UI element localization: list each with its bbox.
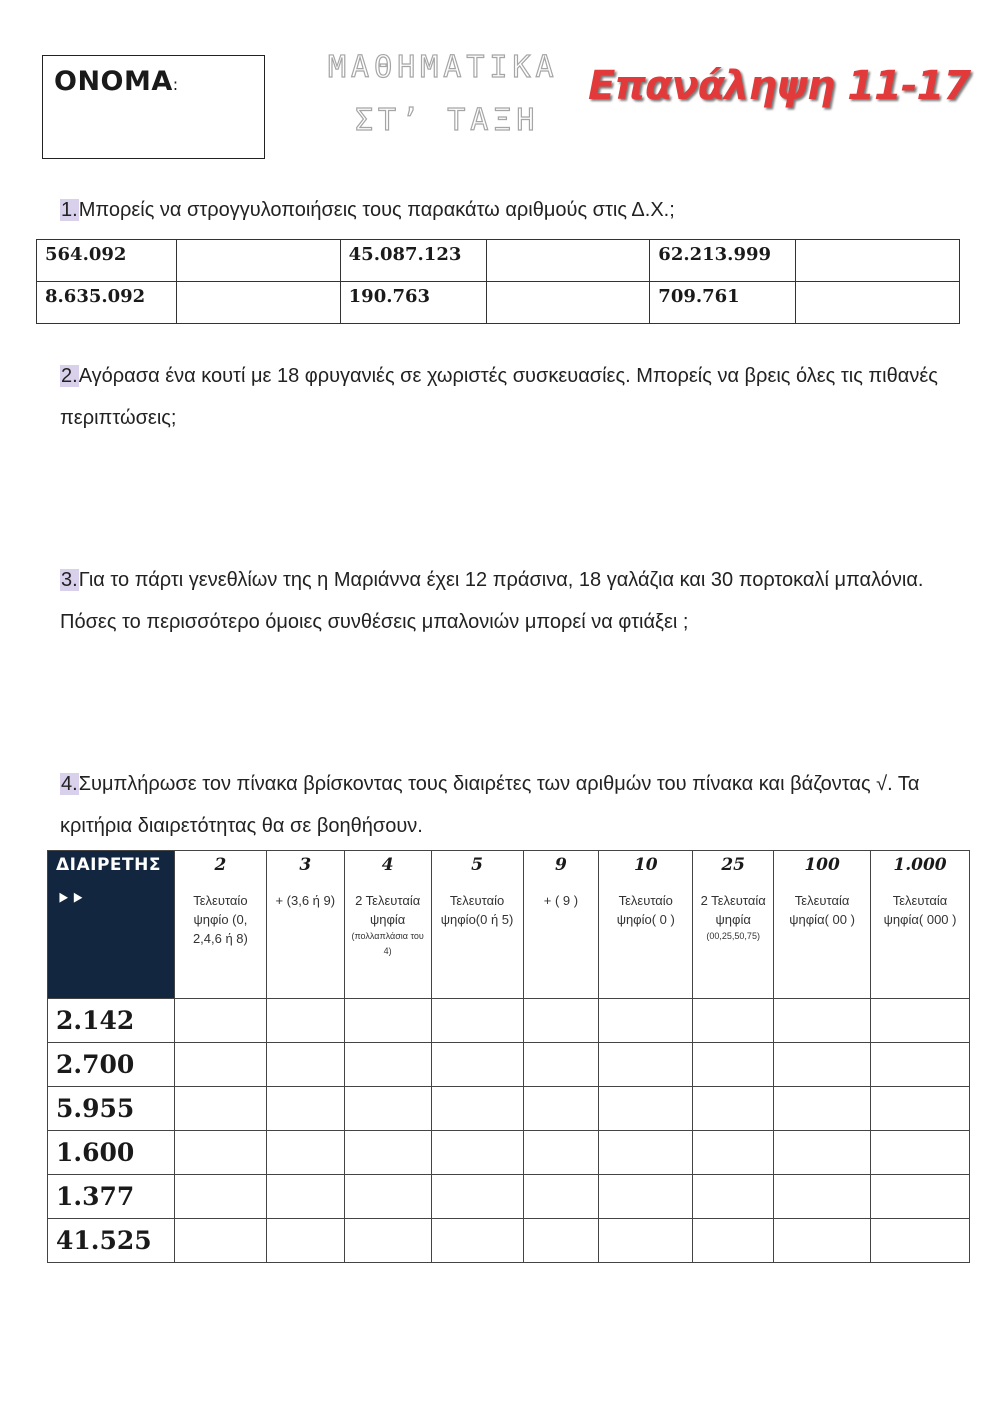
- checkmark-cell[interactable]: [599, 1175, 693, 1219]
- checkmark-cell[interactable]: [431, 1043, 523, 1087]
- checkmark-cell[interactable]: [693, 1131, 774, 1175]
- divisor-heading: ΔΙΑΙΡΕΤΗΣ: [56, 855, 161, 875]
- divisibility-table: [47, 850, 970, 1263]
- checkmark-cell[interactable]: [344, 1043, 431, 1087]
- question-number: 2.: [61, 365, 78, 387]
- table-row: [48, 999, 970, 1043]
- checkmark-cell[interactable]: [871, 1131, 970, 1175]
- checkmark-cell[interactable]: [266, 1219, 344, 1263]
- checkmark-cell[interactable]: [431, 1175, 523, 1219]
- rounding-number: 564.092: [37, 240, 177, 282]
- name-label: ΟΝΟΜΑ:: [54, 66, 179, 97]
- question-number: 4.: [61, 773, 78, 795]
- answer-cell[interactable]: [176, 282, 340, 324]
- checkmark-cell[interactable]: [774, 1131, 871, 1175]
- rounding-number: 190.763: [340, 282, 486, 324]
- question-1: 1.Μπορείς να στρογγυλοποιήσεις τους παρακάτω αριθμούς στις Δ.Χ.;: [61, 199, 675, 221]
- checkmark-cell[interactable]: [693, 1087, 774, 1131]
- number-cell: 2.700: [48, 1043, 175, 1087]
- divisor-column: 2 Τελευταίο ψηφίο (0, 2,4,6 ή 8): [174, 851, 266, 999]
- checkmark-cell[interactable]: [266, 1087, 344, 1131]
- divisor-corner-cell: [48, 851, 175, 999]
- table-row: [37, 282, 960, 324]
- table-row: [48, 1087, 970, 1131]
- checkmark-cell[interactable]: [174, 999, 266, 1043]
- checkmark-cell[interactable]: [523, 1087, 599, 1131]
- checkmark-cell[interactable]: [174, 1043, 266, 1087]
- checkmark-cell[interactable]: [774, 1219, 871, 1263]
- checkmark-cell[interactable]: [693, 1043, 774, 1087]
- divisor-column: 100 Τελευταία ψηφία( 00 ): [774, 851, 871, 999]
- divisor-column: 9 + ( 9 ): [523, 851, 599, 999]
- number-cell: 5.955: [48, 1087, 175, 1131]
- checkmark-cell[interactable]: [344, 1131, 431, 1175]
- checkmark-cell[interactable]: [431, 999, 523, 1043]
- checkmark-cell[interactable]: [871, 1219, 970, 1263]
- rounding-number: 8.635.092: [37, 282, 177, 324]
- question-4: 4.Συμπλήρωσε τον πίνακα βρίσκοντας τους διαιρέτες των αριθμών του πίνακα και βάζοντας √. Τα κριτήρια διαιρετότητας θα σε βοηθήσουν.: [60, 773, 920, 837]
- checkmark-cell[interactable]: [599, 999, 693, 1043]
- divisor-column: 10 Τελευταίο ψηφίο( 0 ): [599, 851, 693, 999]
- number-cell: 1.377: [48, 1175, 175, 1219]
- divisor-column: 1.000 Τελευταία ψηφία( 000 ): [871, 851, 970, 999]
- number-cell: 1.600: [48, 1131, 175, 1175]
- number-cell: 2.142: [48, 999, 175, 1043]
- question-2: 2.Αγόρασα ένα κουτί με 18 φρυγανιές σε χωριστές συσκευασίες. Μπορείς να βρεις όλες τις πιθανές περιπτώσεις;: [60, 365, 938, 429]
- checkmark-cell[interactable]: [774, 1043, 871, 1087]
- review-title: Επανάληψη 11-17: [588, 63, 971, 109]
- checkmark-cell[interactable]: [344, 1087, 431, 1131]
- divisor-column: 3 + (3,6 ή 9): [266, 851, 344, 999]
- subject-title: ΜΑΘΗΜΑΤΙΚΑ: [328, 50, 559, 85]
- checkmark-cell[interactable]: [174, 1131, 266, 1175]
- question-number: 1.: [61, 199, 78, 221]
- table-row: [48, 1175, 970, 1219]
- checkmark-cell[interactable]: [774, 1087, 871, 1131]
- answer-cell[interactable]: [486, 240, 650, 282]
- checkmark-cell[interactable]: [174, 1087, 266, 1131]
- checkmark-cell[interactable]: [774, 1175, 871, 1219]
- double-arrow-icon: ⯈⯈: [56, 889, 85, 909]
- checkmark-cell[interactable]: [431, 1131, 523, 1175]
- checkmark-cell[interactable]: [599, 1131, 693, 1175]
- question-3: 3.Για το πάρτι γενεθλίων της η Μαριάννα έχει 12 πράσινα, 18 γαλάζια και 30 πορτοκαλί μπαλόνια. Πόσες το περισσότερο όμοιες συνθέσεις μπαλονιών μπορεί να φτιάξει ;: [60, 569, 924, 633]
- checkmark-cell[interactable]: [174, 1219, 266, 1263]
- checkmark-cell[interactable]: [344, 999, 431, 1043]
- checkmark-cell[interactable]: [871, 1043, 970, 1087]
- checkmark-cell[interactable]: [431, 1087, 523, 1131]
- divisor-column: 4 2 Τελευταία ψηφία (πολλαπλάσια του 4): [344, 851, 431, 999]
- checkmark-cell[interactable]: [523, 1175, 599, 1219]
- rounding-table: [36, 239, 960, 324]
- table-header-row: [48, 851, 970, 999]
- checkmark-cell[interactable]: [693, 1219, 774, 1263]
- rounding-number: 45.087.123: [340, 240, 486, 282]
- answer-cell[interactable]: [176, 240, 340, 282]
- checkmark-cell[interactable]: [523, 1043, 599, 1087]
- table-row: [48, 1131, 970, 1175]
- checkmark-cell[interactable]: [523, 1219, 599, 1263]
- checkmark-cell[interactable]: [599, 1043, 693, 1087]
- table-row: [48, 1043, 970, 1087]
- answer-cell[interactable]: [486, 282, 650, 324]
- answer-cell[interactable]: [796, 240, 960, 282]
- checkmark-cell[interactable]: [266, 1175, 344, 1219]
- number-cell: 41.525: [48, 1219, 175, 1263]
- rounding-number: 709.761: [650, 282, 796, 324]
- checkmark-cell[interactable]: [871, 1087, 970, 1131]
- checkmark-cell[interactable]: [693, 1175, 774, 1219]
- table-row: [48, 1219, 970, 1263]
- checkmark-cell[interactable]: [599, 1219, 693, 1263]
- table-row: [37, 240, 960, 282]
- checkmark-cell[interactable]: [344, 1175, 431, 1219]
- rounding-number: 62.213.999: [650, 240, 796, 282]
- checkmark-cell[interactable]: [774, 999, 871, 1043]
- checkmark-cell[interactable]: [523, 999, 599, 1043]
- checkmark-cell[interactable]: [266, 1043, 344, 1087]
- answer-cell[interactable]: [796, 282, 960, 324]
- checkmark-cell[interactable]: [693, 999, 774, 1043]
- checkmark-cell[interactable]: [266, 1131, 344, 1175]
- checkmark-cell[interactable]: [523, 1131, 599, 1175]
- checkmark-cell[interactable]: [174, 1175, 266, 1219]
- checkmark-cell[interactable]: [599, 1087, 693, 1131]
- divisor-column: 5 Τελευταίο ψηφίο(0 ή 5): [431, 851, 523, 999]
- checkmark-cell[interactable]: [871, 999, 970, 1043]
- checkmark-cell[interactable]: [431, 1219, 523, 1263]
- question-number: 3.: [61, 569, 78, 591]
- grade-title: ΣΤ’ ΤΑΞΗ: [355, 103, 540, 138]
- divisor-column: 25 2 Τελευταία ψηφία (00,25,50,75): [693, 851, 774, 999]
- checkmark-cell[interactable]: [266, 999, 344, 1043]
- checkmark-cell[interactable]: [344, 1219, 431, 1263]
- checkmark-cell[interactable]: [871, 1175, 970, 1219]
